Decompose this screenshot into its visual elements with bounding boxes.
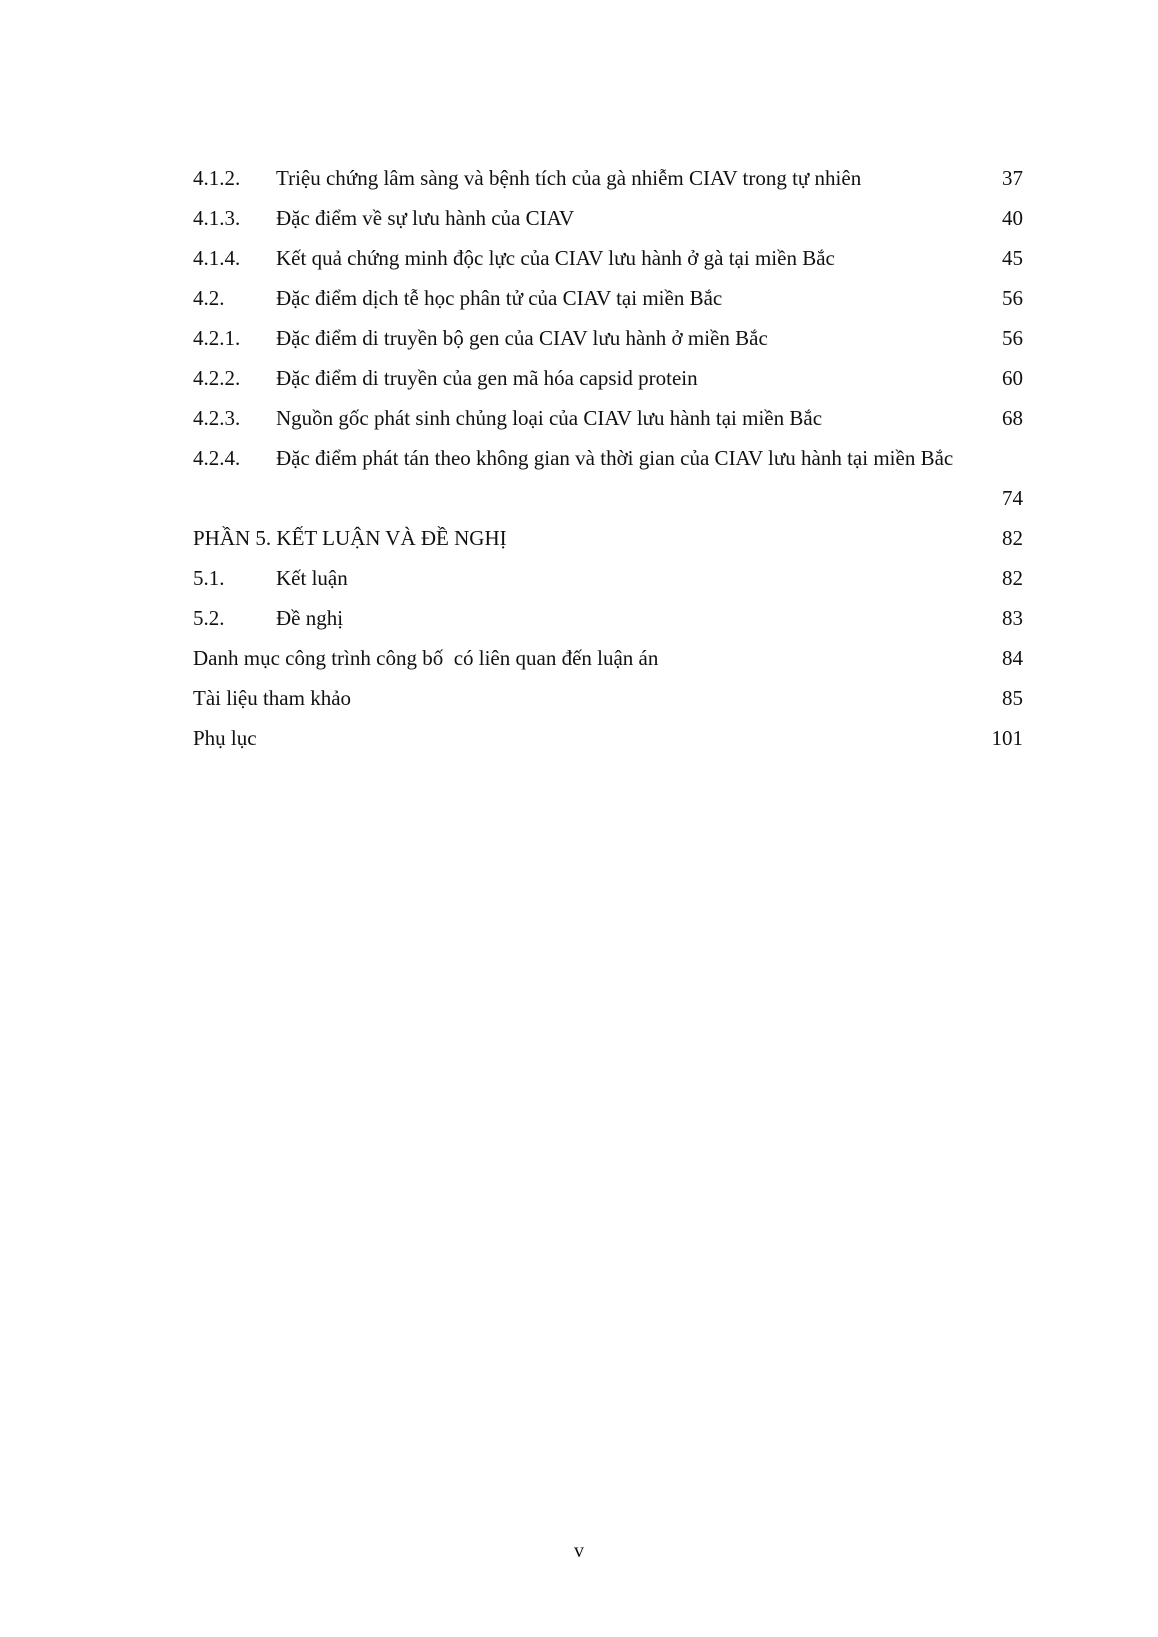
toc-entry-title: Đặc điểm dịch tễ học phân tử của CIAV tại miền Bắc [276, 286, 723, 310]
toc-entry-4-2-4[interactable] [193, 438, 1023, 518]
toc-entry-4-1-3[interactable] [193, 198, 1023, 238]
toc-entry-page: 68 [1002, 406, 1023, 430]
toc-entry-page: 84 [1002, 646, 1023, 670]
toc-entry-page: 74 [1002, 486, 1023, 510]
toc-entry-references[interactable] [193, 678, 1023, 718]
toc-entry-page: 45 [1002, 246, 1023, 270]
toc-entry-number: 4.2.2. [193, 366, 241, 390]
toc-entry-4-2[interactable] [193, 278, 1023, 318]
toc-entry-number: 5.1. [193, 566, 225, 590]
toc-entry-page: 37 [1002, 166, 1023, 190]
toc-entry-page: 40 [1002, 206, 1023, 230]
toc-entry-4-2-2[interactable] [193, 358, 1023, 398]
toc-entry-page: 56 [1002, 286, 1023, 310]
toc-entry-number: 4.1.3. [193, 206, 241, 230]
toc-entry-appendix[interactable] [193, 718, 1023, 758]
toc-entry-title: PHẦN 5. KẾT LUẬN VÀ ĐỀ NGHỊ [193, 526, 507, 550]
toc-entry-title: Đề nghị [276, 606, 344, 630]
toc-entry-title: Kết luận [276, 566, 348, 590]
toc-entry-title: Đặc điểm về sự lưu hành của CIAV [276, 206, 575, 230]
toc-entry-page: 82 [1002, 566, 1023, 590]
toc-entry-4-1-2[interactable] [193, 158, 1023, 198]
toc-entry-page: 60 [1002, 366, 1023, 390]
toc-entry-title: Đặc điểm phát tán theo không gian và thời gian của CIAV lưu hành tại miền Bắc [276, 446, 954, 470]
page-number: v [574, 1540, 584, 1562]
toc-entry-page: 85 [1002, 686, 1023, 710]
toc-entry-5-1[interactable] [193, 558, 1023, 598]
toc-entry-title: Đặc điểm di truyền của gen mã hóa capsid protein [276, 366, 698, 390]
toc-entry-title: Triệu chứng lâm sàng và bệnh tích của gà nhiễm CIAV trong tự nhiên [276, 166, 862, 190]
toc-entry-number: 4.1.2. [193, 166, 241, 190]
toc-entry-4-1-4[interactable] [193, 238, 1023, 278]
toc-entry-number: 4.2.3. [193, 406, 241, 430]
toc-entry-number: 4.2. [193, 286, 225, 310]
toc-entry-title: Danh mục công trình công bố có liên quan đến luận án [193, 646, 659, 670]
toc-entry-page: 83 [1002, 606, 1023, 630]
toc-entry-4-2-1[interactable] [193, 318, 1023, 358]
toc-entry-number: 4.2.4. [193, 446, 241, 470]
toc-entry-number: 4.1.4. [193, 246, 241, 270]
toc-entry-title: Kết quả chứng minh độc lực của CIAV lưu hành ở gà tại miền Bắc [276, 246, 835, 270]
toc-entry-4-2-3[interactable] [193, 398, 1023, 438]
toc-entry-title: Phụ lục [193, 726, 257, 750]
toc-entry-page: 101 [991, 726, 1023, 750]
toc-entry-5-2[interactable] [193, 598, 1023, 638]
table-of-contents [193, 158, 1023, 758]
toc-entry-part-5[interactable] [193, 518, 1023, 558]
toc-entry-publications[interactable] [193, 638, 1023, 678]
toc-entry-number: 5.2. [193, 606, 225, 630]
toc-entry-page: 56 [1002, 326, 1023, 350]
toc-entry-title: Tài liệu tham khảo [193, 686, 352, 710]
toc-entry-page: 82 [1002, 526, 1023, 550]
toc-entry-title: Đặc điểm di truyền bộ gen của CIAV lưu hành ở miền Bắc [276, 326, 768, 350]
toc-entry-number: 4.2.1. [193, 326, 241, 350]
toc-entry-title: Nguồn gốc phát sinh chủng loại của CIAV lưu hành tại miền Bắc [276, 406, 823, 430]
